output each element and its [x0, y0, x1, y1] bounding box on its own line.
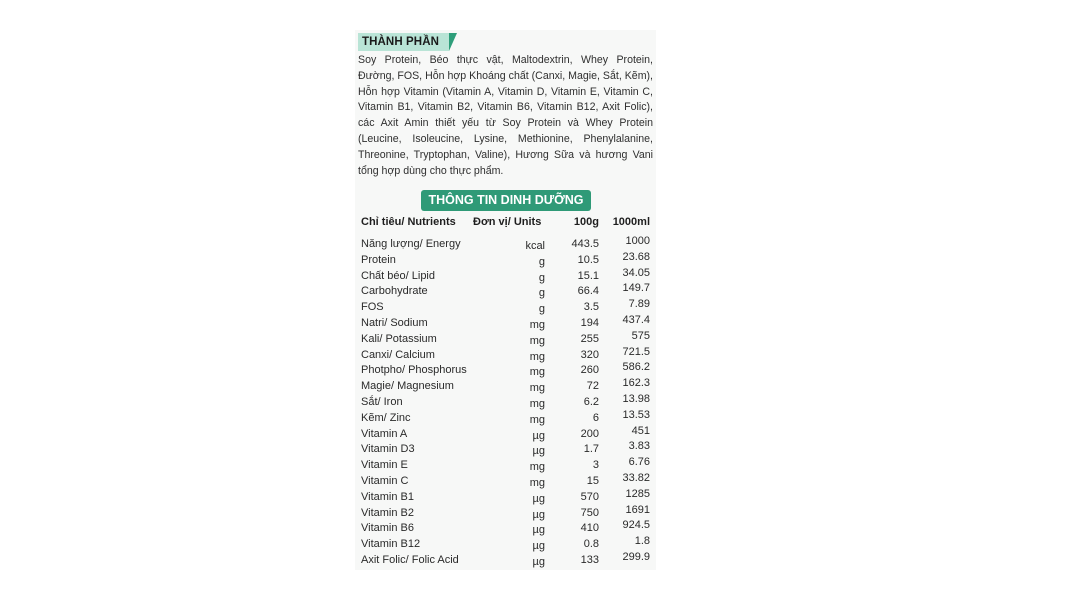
nutrient-name: Canxi/ Calcium	[361, 348, 435, 361]
nutrient-name: Protein	[361, 253, 396, 266]
table-row	[355, 346, 656, 362]
nutrient-name: Photpho/ Phosphorus	[361, 364, 467, 377]
value-per-1000ml: 13.98	[622, 392, 650, 405]
nutrient-unit: mg	[529, 382, 545, 395]
nutrient-name: Vitamin E	[361, 459, 408, 472]
value-per-100g: 6	[592, 411, 599, 424]
nutrient-unit: µg	[532, 508, 545, 521]
value-per-1000ml: 1285	[625, 487, 650, 500]
value-per-100g: 6.2	[583, 395, 599, 408]
nutrient-name: Vitamin B1	[361, 490, 414, 503]
nutrient-unit: mg	[529, 476, 545, 489]
nutrient-name: Chất béo/ Lipid	[361, 269, 435, 282]
nutrient-unit: mg	[529, 397, 545, 410]
header-nutrient: Chỉ tiêu/ Nutrients	[361, 216, 456, 228]
table-row	[355, 393, 656, 409]
value-per-100g: 3.5	[583, 301, 599, 314]
nutrient-unit: µg	[532, 429, 545, 442]
nutrient-unit: kcal	[525, 240, 545, 252]
value-per-100g: 570	[580, 490, 599, 503]
nutrient-unit: mg	[529, 318, 545, 331]
value-per-1000ml: 1691	[625, 503, 650, 516]
nutrient-unit: g	[538, 271, 545, 284]
value-per-1000ml: 34.05	[622, 266, 650, 279]
nutrient-unit: µg	[532, 555, 545, 568]
value-per-100g: 410	[580, 522, 599, 535]
value-per-100g: 1.7	[583, 443, 599, 456]
nutrient-unit: mg	[529, 413, 545, 426]
nutrient-name: Magie/ Magnesium	[361, 380, 454, 393]
value-per-100g: 72	[586, 380, 599, 393]
table-row	[355, 267, 656, 283]
value-per-100g: 133	[580, 553, 599, 566]
nutrient-unit: mg	[529, 366, 545, 379]
value-per-1000ml: 586.2	[622, 361, 650, 374]
table-row	[355, 519, 656, 535]
value-per-100g: 15.1	[577, 269, 599, 282]
nutrient-name: Sắt/ Iron	[361, 395, 403, 408]
value-per-100g: 260	[580, 364, 599, 377]
nutrient-name: Axit Folic/ Folic Acid	[361, 553, 459, 566]
nutrition-table-body	[355, 235, 656, 567]
table-row	[355, 361, 656, 377]
table-row	[355, 535, 656, 551]
header-unit: Đơn vị/ Units	[473, 216, 542, 228]
header-per-100g: 100g	[573, 216, 599, 228]
nutrient-name: Vitamin C	[361, 474, 409, 487]
value-per-1000ml: 162.3	[622, 377, 650, 390]
value-per-1000ml: 13.53	[622, 408, 650, 421]
table-row	[355, 504, 656, 520]
table-row	[355, 298, 656, 314]
table-row	[355, 235, 656, 251]
table-row	[355, 409, 656, 425]
value-per-1000ml: 437.4	[622, 313, 650, 326]
table-row	[355, 472, 656, 488]
table-row	[355, 330, 656, 346]
table-row	[355, 425, 656, 441]
nutrient-name: Vitamin B12	[361, 538, 421, 551]
value-per-1000ml: 721.5	[622, 345, 650, 358]
ingredients-heading-text: THÀNH PHẦN	[362, 36, 440, 48]
nutrient-name: Kali/ Potassium	[361, 332, 437, 345]
value-per-1000ml: 299.9	[622, 550, 650, 563]
value-per-100g: 10.5	[577, 253, 599, 266]
nutrition-title: THÔNG TIN DINH DƯỠNG	[421, 190, 591, 211]
value-per-100g: 0.8	[583, 538, 599, 551]
nutrient-unit: g	[538, 255, 545, 268]
value-per-100g: 66.4	[577, 285, 599, 298]
value-per-1000ml: 1.8	[634, 535, 650, 548]
header-per-1000ml: 1000ml	[612, 216, 650, 228]
nutrient-name: Vitamin D3	[361, 443, 415, 456]
nutrient-name: Carbohydrate	[361, 285, 428, 298]
value-per-1000ml: 1000	[625, 235, 650, 247]
nutrient-unit: µg	[532, 492, 545, 505]
heading-corner-accent	[449, 33, 457, 51]
nutrient-name: FOS	[361, 301, 384, 314]
nutrient-name: Vitamin B2	[361, 506, 414, 519]
value-per-1000ml: 149.7	[622, 282, 650, 295]
nutrient-name: Năng lượng/ Energy	[361, 238, 461, 250]
nutrient-name: Vitamin A	[361, 427, 408, 440]
nutrient-unit: mg	[529, 334, 545, 347]
product-label	[355, 30, 656, 570]
table-row	[355, 551, 656, 567]
nutrient-unit: µg	[532, 445, 545, 458]
nutrient-unit: g	[538, 287, 545, 300]
value-per-1000ml: 3.83	[628, 440, 650, 453]
value-per-1000ml: 451	[631, 424, 650, 437]
value-per-100g: 194	[580, 316, 599, 329]
table-row	[355, 251, 656, 267]
nutrient-unit: mg	[529, 350, 545, 363]
value-per-100g: 443.5	[571, 238, 599, 250]
value-per-100g: 750	[580, 506, 599, 519]
ingredients-text: Soy Protein, Béo thực vật, Maltodextrin, Whey Protein, Đường, FOS, Hỗn hợp Khoáng chất (Canxi, Magie, Sắt, Kẽm), Hỗn hợp Vitamin (Vitamin A, Vitamin D, Vitamin E, Vitamin C, Vitamin B1, Vitamin B2, Vitamin B6, Vitamin B12, Axit Folic), các Axit Amin thiết yếu từ Soy Protein và Whey Protein (Leucine, Isoleucine, Lysine, Methionine, Phenylalanine, Threonine, Tryptophan, Valine), Hương Sữa và hương Vani tổng hợp dùng cho thực phẩm.	[358, 54, 653, 177]
nutrient-unit: µg	[532, 540, 545, 553]
value-per-100g: 3	[592, 459, 599, 472]
nutrient-unit: mg	[529, 461, 545, 474]
value-per-1000ml: 6.76	[628, 456, 650, 469]
value-per-1000ml: 7.89	[628, 298, 650, 311]
table-row	[355, 314, 656, 330]
nutrient-name: Kẽm/ Zinc	[361, 411, 411, 424]
nutrition-table-header	[355, 216, 656, 232]
value-per-100g: 255	[580, 332, 599, 345]
table-row	[355, 440, 656, 456]
table-row	[355, 488, 656, 504]
value-per-100g: 200	[580, 427, 599, 440]
nutrient-name: Natri/ Sodium	[361, 316, 428, 329]
nutrient-name: Vitamin B6	[361, 522, 414, 535]
value-per-1000ml: 575	[631, 329, 650, 342]
value-per-1000ml: 33.82	[622, 471, 650, 484]
table-row	[355, 456, 656, 472]
nutrient-unit: g	[538, 303, 545, 316]
nutrient-unit: µg	[532, 524, 545, 537]
value-per-1000ml: 23.68	[622, 250, 650, 263]
value-per-100g: 320	[580, 348, 599, 361]
table-row	[355, 377, 656, 393]
value-per-1000ml: 924.5	[622, 519, 650, 532]
value-per-100g: 15	[586, 474, 599, 487]
table-row	[355, 282, 656, 298]
ingredients-heading	[358, 33, 449, 51]
